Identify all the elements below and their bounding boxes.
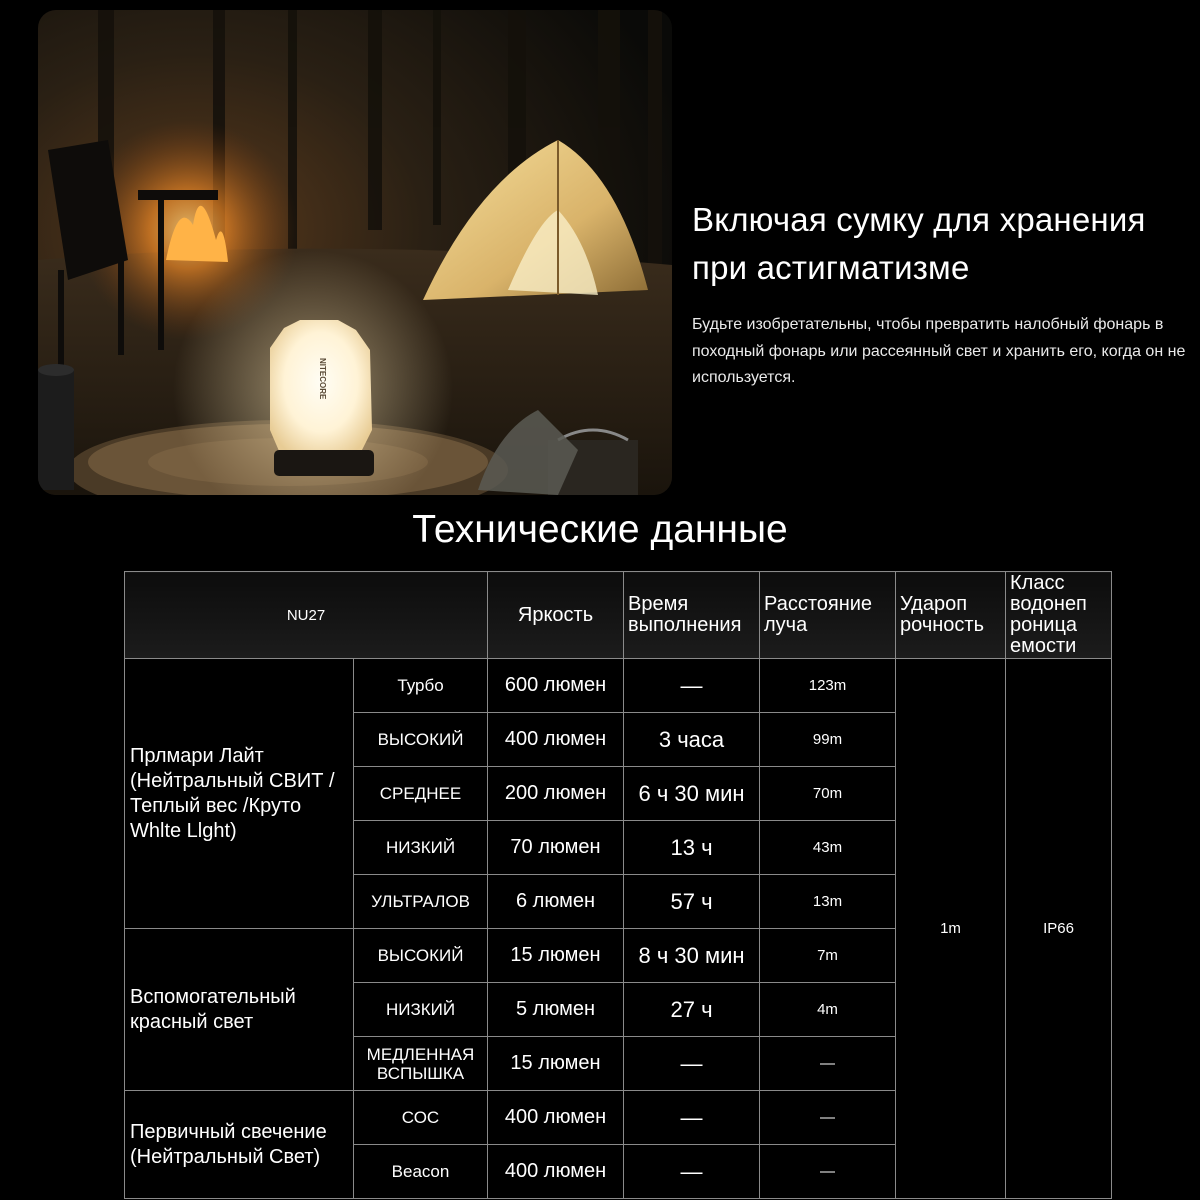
brightness-cell: 6 люмен [488,875,624,929]
campsite-illustration [38,10,672,495]
header-runtime: Время выполнения [624,572,760,659]
beam-cell: 99m [760,713,896,767]
beam-cell: 13m [760,875,896,929]
brightness-cell: 400 люмен [488,1091,624,1145]
header-waterproof-rating: Класс водонеп роница емости [1006,572,1112,659]
brightness-cell: 70 люмен [488,821,624,875]
brightness-cell: 200 люмен [488,767,624,821]
group-auxiliary-red-light: Вспомогательный красный свет [125,929,354,1091]
mode-cell: СРЕДНЕЕ [354,767,488,821]
runtime-cell: 57 ч [624,875,760,929]
brightness-cell: 5 люмен [488,983,624,1037]
runtime-cell: — [624,1145,760,1199]
runtime-cell: 27 ч [624,983,760,1037]
waterproof-rating-value: IP66 [1006,659,1112,1199]
mode-cell: НИЗКИЙ [354,821,488,875]
header-impact-resistance: Удароп рочность [896,572,1006,659]
specs-title: Технические данные [412,508,788,551]
specs-header-row [125,572,1112,659]
beam-cell: — [760,1037,896,1091]
brightness-cell: 400 люмен [488,1145,624,1199]
hero-text-block [692,196,1192,392]
runtime-cell: — [624,1037,760,1091]
hero-description: Будьте изобретательны, чтобы превратить налобный фонарь в походный фонарь или рассеянный свет и хранить его, когда он не используется. [692,316,1186,386]
runtime-cell: 6 ч 30 мин [624,767,760,821]
beam-cell: 7m [760,929,896,983]
brightness-cell: 400 люмен [488,713,624,767]
impact-resistance-value: 1m [896,659,1006,1199]
camping-lantern-photo [38,10,672,495]
runtime-cell: 8 ч 30 мин [624,929,760,983]
header-model: NU27 [125,572,488,659]
beam-cell: 4m [760,983,896,1037]
table-row [125,659,1112,713]
lantern-brand-text: NITECORE [318,358,327,400]
group-primary-glow: Первичный свечение (Нейтральный Свет) [125,1091,354,1199]
mode-cell: Beacon [354,1145,488,1199]
beam-cell: 43m [760,821,896,875]
runtime-cell: — [624,1091,760,1145]
beam-cell: — [760,1145,896,1199]
runtime-cell: 3 часа [624,713,760,767]
group-primary-light: Прлмари Лайт (Нейтральный СВИТ /Теплый вес /Круто Whlte Llght) [125,659,354,929]
beam-cell: — [760,1091,896,1145]
mode-cell: СОС [354,1091,488,1145]
header-beam-distance: Расстояние луча [760,572,896,659]
mode-cell: Турбо [354,659,488,713]
brightness-cell: 15 люмен [488,929,624,983]
brightness-cell: 600 люмен [488,659,624,713]
header-brightness: Яркость [488,572,624,659]
mode-cell: УЛЬТРАЛОВ [354,875,488,929]
beam-cell: 70m [760,767,896,821]
hero-title: Включая сумку для хранения при астигматизме [692,201,1146,286]
mode-cell: НИЗКИЙ [354,983,488,1037]
specs-table [124,571,1112,1199]
brightness-cell: 15 люмен [488,1037,624,1091]
beam-cell: 123m [760,659,896,713]
mode-cell: ВЫСОКИЙ [354,713,488,767]
mode-cell: МЕДЛЕННАЯ ВСПЫШКА [354,1037,488,1091]
mode-cell: ВЫСОКИЙ [354,929,488,983]
runtime-cell: — [624,659,760,713]
runtime-cell: 13 ч [624,821,760,875]
